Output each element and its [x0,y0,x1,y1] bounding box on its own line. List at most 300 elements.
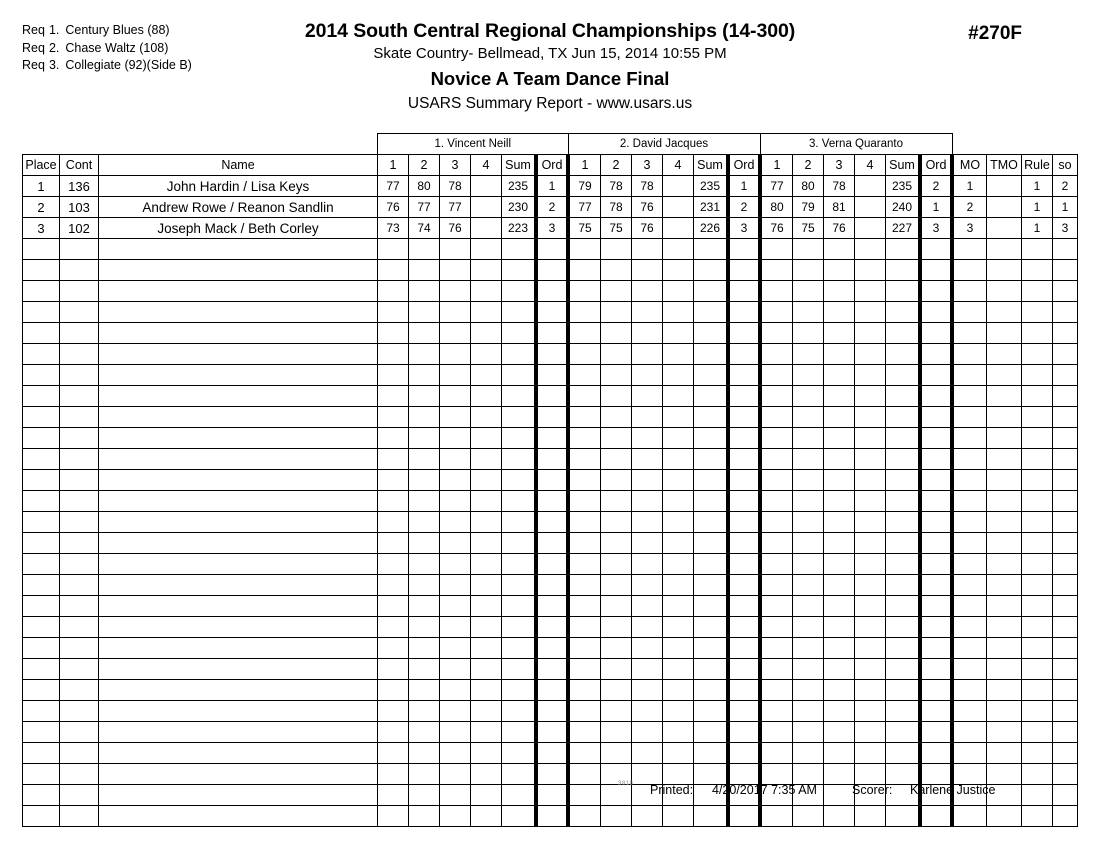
cell-j2-score-2 [601,722,632,743]
cell-mo [952,323,987,344]
column-header-row [23,155,1078,176]
cell-j2-score-3 [632,386,663,407]
cell-j1-sum [502,365,537,386]
cell-mo [952,722,987,743]
cell-j3-score-1 [760,596,793,617]
header-j3-sum: Sum [886,155,921,176]
header-name: Name [99,155,378,176]
cell-j1-score-4 [471,260,502,281]
cell-j3-ord [920,344,952,365]
cell-name [99,638,378,659]
cell-j3-sum [886,449,921,470]
cell-j3-score-3 [824,680,855,701]
header-mo: MO [952,155,987,176]
cell-j1-score-2 [409,743,440,764]
cell-j2-sum [694,596,729,617]
cell-j3-score-2 [793,407,824,428]
requirement-name: Collegiate (92)(Side B) [65,58,192,72]
cell-j2-score-2 [601,407,632,428]
cell-j1-sum [502,428,537,449]
cell-j1-score-3 [440,722,471,743]
cell-cont [60,575,99,596]
cell-j2-ord [728,575,760,596]
cell-j1-score-3 [440,638,471,659]
cell-mo [952,407,987,428]
cell-j2-score-4 [663,386,694,407]
cell-mo [952,806,987,827]
band-spacer [60,134,99,155]
cell-j3-ord [920,680,952,701]
cell-j1-ord [536,764,568,785]
cell-j1-sum [502,680,537,701]
cell-name [99,743,378,764]
cell-mo [952,491,987,512]
table-row-empty [23,344,1078,365]
cell-j3-score-3 [824,701,855,722]
cell-so [1053,449,1078,470]
header-j1-score-4: 4 [471,155,502,176]
cell-j3-score-2 [793,533,824,554]
cell-j2-sum [694,617,729,638]
header-j3-score-2: 2 [793,155,824,176]
cell-j2-ord [728,659,760,680]
cell-j1-score-3 [440,365,471,386]
judge-2-header: 2. David Jacques [568,134,760,155]
header-so: so [1053,155,1078,176]
cell-j2-score-1 [568,323,601,344]
cell-j2-score-3 [632,554,663,575]
cell-j3-score-1 [760,575,793,596]
cell-j1-ord [536,302,568,323]
cell-rule [1022,764,1053,785]
cell-tmo [987,617,1022,638]
cell-rule [1022,617,1053,638]
cell-j2-score-1 [568,722,601,743]
cell-j2-ord [728,701,760,722]
cell-j3-sum [886,680,921,701]
band-spacer [952,134,987,155]
cell-j3-sum [886,281,921,302]
cell-j2-score-3 [632,722,663,743]
cell-j1-score-1 [378,407,409,428]
cell-j2-score-4 [663,260,694,281]
cell-j1-score-3 [440,281,471,302]
cell-j1-score-3 [440,764,471,785]
cell-j1-score-3 [440,407,471,428]
cell-j3-score-1 [760,365,793,386]
cell-j2-score-2: 78 [601,197,632,218]
cell-j2-score-2: 78 [601,176,632,197]
cell-so [1053,743,1078,764]
cell-j2-score-3 [632,302,663,323]
cell-j1-score-2 [409,260,440,281]
cell-j1-sum [502,260,537,281]
cell-j2-ord [728,281,760,302]
cell-j1-sum [502,659,537,680]
cell-rule [1022,638,1053,659]
cell-j2-sum [694,701,729,722]
band-spacer [1053,134,1078,155]
cell-rule [1022,512,1053,533]
cell-j1-ord [536,743,568,764]
header-j3-ord: Ord [920,155,952,176]
cell-j2-score-1 [568,386,601,407]
cell-j1-ord [536,323,568,344]
table-row-empty [23,365,1078,386]
cell-rule [1022,491,1053,512]
cell-place [23,386,60,407]
cell-j2-score-4 [663,638,694,659]
cell-cont [60,386,99,407]
cell-j1-score-3 [440,533,471,554]
cell-j2-ord [728,239,760,260]
cell-j1-score-4 [471,197,502,218]
cell-j2-score-1 [568,617,601,638]
cell-j3-ord [920,554,952,575]
cell-j3-sum [886,407,921,428]
cell-name [99,239,378,260]
cell-j1-score-1 [378,260,409,281]
cell-j1-score-3 [440,596,471,617]
cell-j1-score-4 [471,428,502,449]
cell-j2-score-2 [601,470,632,491]
cell-j1-ord [536,260,568,281]
cell-j2-ord [728,743,760,764]
cell-j3-score-4 [855,512,886,533]
cell-tmo [987,533,1022,554]
cell-cont [60,491,99,512]
cell-j3-score-1 [760,722,793,743]
cell-mo [952,680,987,701]
cell-j1-score-3 [440,680,471,701]
cell-j3-sum [886,617,921,638]
cell-cont [60,596,99,617]
cell-place [23,575,60,596]
cell-j1-score-4 [471,638,502,659]
cell-j3-ord [920,365,952,386]
cell-tmo [987,239,1022,260]
cell-rule [1022,239,1053,260]
cell-tmo [987,302,1022,323]
cell-cont [60,344,99,365]
cell-j2-sum [694,239,729,260]
cell-cont: 136 [60,176,99,197]
cell-j3-score-3 [824,533,855,554]
cell-j1-score-1 [378,722,409,743]
cell-j2-score-1 [568,260,601,281]
cell-rule [1022,428,1053,449]
table-row-empty [23,428,1078,449]
cell-j1-score-1 [378,575,409,596]
cell-place [23,470,60,491]
cell-j1-score-4 [471,680,502,701]
cell-j2-sum: 235 [694,176,729,197]
cell-j2-sum [694,491,729,512]
cell-j2-score-1 [568,575,601,596]
cell-tmo [987,260,1022,281]
cell-j3-score-2 [793,470,824,491]
cell-place [23,407,60,428]
cell-rule [1022,743,1053,764]
cell-mo [952,533,987,554]
cell-j3-score-2 [793,680,824,701]
cell-j3-ord [920,575,952,596]
cell-mo [952,554,987,575]
cell-j3-score-2 [793,617,824,638]
cell-j1-score-3 [440,470,471,491]
cell-place [23,428,60,449]
cell-j3-score-4 [855,617,886,638]
printed-label: Printed: [650,783,694,797]
cell-j1-score-4 [471,470,502,491]
cell-j2-score-2 [601,743,632,764]
cell-j3-ord [920,617,952,638]
cell-j3-sum [886,722,921,743]
cell-j2-score-3 [632,659,663,680]
cell-j2-score-4 [663,617,694,638]
cell-j1-sum [502,701,537,722]
cell-place [23,365,60,386]
header-j3-score-1: 1 [760,155,793,176]
cell-mo [952,365,987,386]
cell-j1-sum [502,743,537,764]
cell-j3-score-4 [855,575,886,596]
cell-so [1053,722,1078,743]
cell-j1-score-2 [409,638,440,659]
cell-j2-score-1 [568,407,601,428]
cell-j1-sum [502,386,537,407]
cell-j1-score-4 [471,365,502,386]
cell-j2-score-3 [632,260,663,281]
cell-j2-score-4 [663,806,694,827]
table-row-empty [23,722,1078,743]
cell-j3-score-2 [793,743,824,764]
cell-j1-score-2 [409,449,440,470]
cell-j3-score-1 [760,386,793,407]
cell-tmo [987,743,1022,764]
cell-j3-sum [886,554,921,575]
cell-tmo [987,701,1022,722]
cell-cont [60,722,99,743]
cell-cont [60,365,99,386]
cell-name [99,596,378,617]
header-j1-ord: Ord [536,155,568,176]
cell-j3-score-3: 81 [824,197,855,218]
table-row-empty [23,659,1078,680]
cell-j3-ord [920,512,952,533]
scorer-label: Scorer: [852,783,893,797]
table-row-empty [23,260,1078,281]
cell-j2-score-1 [568,533,601,554]
cell-j2-score-2 [601,323,632,344]
cell-tmo [987,344,1022,365]
cell-j3-sum [886,239,921,260]
cell-j1-score-1 [378,659,409,680]
cell-rule [1022,533,1053,554]
cell-j1-score-3 [440,260,471,281]
cell-j1-score-1 [378,491,409,512]
cell-j1-score-4 [471,323,502,344]
cell-j1-score-1 [378,533,409,554]
cell-j2-score-1 [568,281,601,302]
cell-j2-sum [694,449,729,470]
cell-j1-score-3 [440,806,471,827]
cell-name: John Hardin / Lisa Keys [99,176,378,197]
cell-so [1053,617,1078,638]
cell-name [99,470,378,491]
requirement-number: 2. [48,40,60,55]
cell-j3-score-3 [824,512,855,533]
cell-j1-sum [502,239,537,260]
cell-j3-ord [920,386,952,407]
header-j2-score-4: 4 [663,155,694,176]
cell-j1-score-2 [409,596,440,617]
cell-j2-score-4 [663,512,694,533]
cell-rule [1022,365,1053,386]
cell-j2-score-3 [632,491,663,512]
cell-j2-ord: 2 [728,197,760,218]
cell-j3-score-2 [793,659,824,680]
cell-j3-score-3: 76 [824,218,855,239]
cell-j3-score-2 [793,512,824,533]
cell-j2-score-2 [601,365,632,386]
cell-j2-score-3 [632,764,663,785]
cell-j3-score-3 [824,449,855,470]
cell-j3-score-4 [855,449,886,470]
cell-j2-score-2 [601,638,632,659]
cell-cont [60,512,99,533]
cell-j2-score-3 [632,428,663,449]
cell-j1-score-1 [378,743,409,764]
cell-mo [952,764,987,785]
cell-j2-sum: 226 [694,218,729,239]
cell-so [1053,407,1078,428]
cell-j2-score-1 [568,806,601,827]
cell-j2-sum [694,554,729,575]
cell-j2-score-1 [568,764,601,785]
band-spacer [99,134,378,155]
cell-j2-sum [694,638,729,659]
cell-j1-score-3 [440,617,471,638]
cell-j2-score-4 [663,554,694,575]
cell-j2-score-2 [601,491,632,512]
cell-place: 2 [23,197,60,218]
cell-rule: 1 [1022,197,1053,218]
cell-mo [952,386,987,407]
cell-j2-sum [694,512,729,533]
cell-name [99,449,378,470]
cell-j2-ord [728,638,760,659]
cell-cont [60,680,99,701]
cell-cont [60,281,99,302]
report-subtitle: USARS Summary Report - www.usars.us [407,95,693,112]
cell-j3-score-2 [793,575,824,596]
cell-j3-sum [886,428,921,449]
cell-cont [60,701,99,722]
cell-j3-score-2 [793,365,824,386]
cell-j3-score-1 [760,806,793,827]
venue-datetime: Skate Country- Bellmead, TX Jun 15, 2014 10:55 PM [373,45,727,62]
table-row-empty [23,701,1078,722]
cell-j3-sum [886,470,921,491]
cell-j3-score-3 [824,554,855,575]
cell-j2-score-2 [601,239,632,260]
table-row [23,176,1078,197]
cell-j3-ord: 2 [920,176,952,197]
cell-j1-ord [536,575,568,596]
cell-j3-sum: 235 [886,176,921,197]
cell-j3-score-2 [793,722,824,743]
cell-j1-score-3 [440,449,471,470]
cell-j1-score-2 [409,533,440,554]
cell-j2-ord: 1 [728,176,760,197]
cell-j2-sum: 231 [694,197,729,218]
report-footer [22,783,1042,801]
cell-rule [1022,344,1053,365]
cell-j2-score-3 [632,470,663,491]
cell-j2-score-4 [663,323,694,344]
cell-j2-score-3 [632,743,663,764]
cell-j2-score-1 [568,659,601,680]
cell-j3-score-4 [855,701,886,722]
cell-mo [952,470,987,491]
cell-j2-score-4 [663,722,694,743]
cell-j1-ord [536,680,568,701]
cell-mo [952,575,987,596]
cell-place [23,638,60,659]
cell-j2-score-2 [601,659,632,680]
cell-j1-sum: 223 [502,218,537,239]
cell-j1-score-3 [440,323,471,344]
header-tmo: TMO [987,155,1022,176]
cell-so: 1 [1053,197,1078,218]
cell-j3-ord [920,764,952,785]
cell-cont: 103 [60,197,99,218]
requirement-label: Req [22,58,45,72]
table-row-empty [23,470,1078,491]
cell-j3-score-4 [855,554,886,575]
table-row-empty [23,323,1078,344]
cell-j1-sum [502,344,537,365]
cell-j3-score-4 [855,491,886,512]
cell-mo [952,638,987,659]
cell-j1-score-4 [471,701,502,722]
cell-j1-score-1 [378,281,409,302]
printed-timestamp: 4/20/2017 7:35 AM [712,783,817,797]
header-j1-sum: Sum [502,155,537,176]
cell-j3-score-3 [824,659,855,680]
cell-j2-score-3 [632,533,663,554]
cell-j3-score-3 [824,575,855,596]
cell-rule [1022,407,1053,428]
cell-j3-score-1 [760,638,793,659]
cell-rule [1022,806,1053,827]
cell-j3-score-1 [760,281,793,302]
cell-j2-sum [694,260,729,281]
event-category-title: Novice A Team Dance Final [430,68,670,89]
cell-j3-sum [886,806,921,827]
table-row-empty [23,575,1078,596]
table-row [23,197,1078,218]
cell-j3-score-3 [824,617,855,638]
cell-place [23,323,60,344]
cell-j3-score-1 [760,449,793,470]
cell-rule [1022,701,1053,722]
cell-tmo [987,764,1022,785]
cell-tmo [987,554,1022,575]
cell-j1-score-2 [409,764,440,785]
cell-name [99,491,378,512]
